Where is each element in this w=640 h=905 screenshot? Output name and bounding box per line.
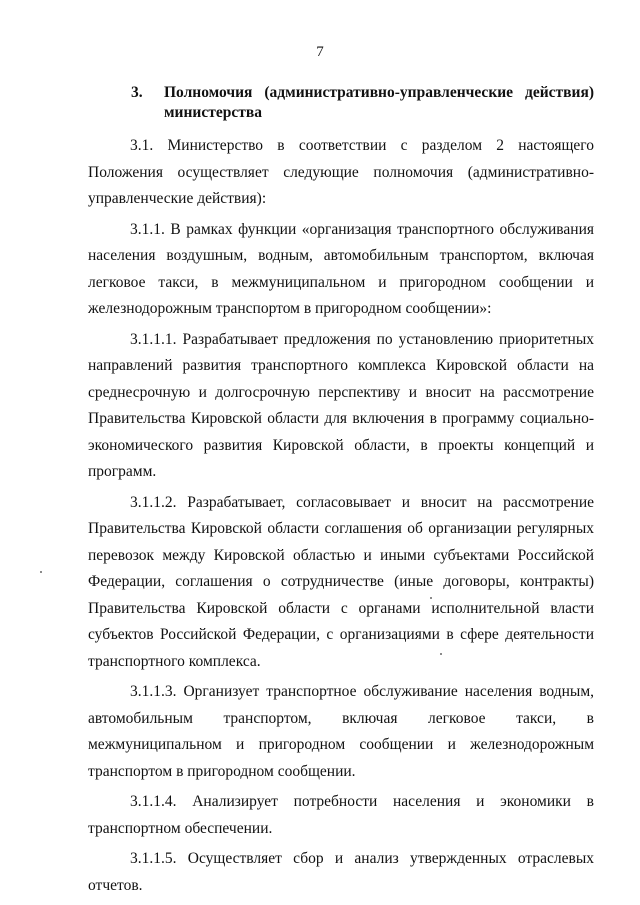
paragraph-3-1-1-4: 3.1.1.4. Анализирует потребности населения и экономики в транспортном обеспечении. xyxy=(88,793,594,837)
paragraph-3-1-1: 3.1.1. В рамках функции «организация транспортного обслуживания населения воздушным, водным, автомобильным транспортом, включая легковое такси, в межмуниципальном и пригородном сообщении и железнодорожным транспортом в пригородном сообщении»: xyxy=(88,220,594,317)
paragraph-3-1-1-5: 3.1.1.5. Осуществляет сбор и анализ утвержденных отраслевых отчетов. xyxy=(88,850,594,894)
paragraph-3-1-1-1: 3.1.1.1. Разрабатывает предложения по установлению приоритетных направлений развития транспортного комплекса Кировской области на среднесрочную и долгосрочную перспективу и вносит на рассмотрение Правительства Кировской области для включения в программу социально-экономического развития Кировской области, в проекты концепций и программ. xyxy=(88,330,594,480)
document-body xyxy=(88,133,594,899)
section-number: 3. xyxy=(131,84,143,101)
section-title: Полномочия (административно-управленческие действия) министерства xyxy=(164,84,594,121)
page-number: 7 xyxy=(316,44,324,60)
paragraph-3-1-1-3: 3.1.1.3. Организует транспортное обслуживание населения водным, автомобильным транспортом, включая легковое такси, в межмуниципальном и пригородном сообщении и железнодорожным транспортом в пригородном сообщении. xyxy=(88,683,594,780)
scan-speck xyxy=(40,571,42,573)
scan-speck xyxy=(430,597,432,599)
scan-speck xyxy=(440,653,442,655)
paragraph-3-1-1-2: 3.1.1.2. Разрабатывает, согласовывает и вносит на рассмотрение Правительства Кировской области соглашения об организации регулярных перевозок между Кировской областью и иными субъектами Российской Федерации, соглашения о сотрудничестве (иные договоры, контракты) Правительства Кировской области с органами исполнительной власти субъектов Российской Федерации, с организациями в сфере деятельности транспортного комплекса. xyxy=(88,493,594,670)
paragraph-3-1: 3.1. Министерство в соответствии с разделом 2 настоящего Положения осуществляет следующие полномочия (административно-управленческие действия): xyxy=(88,137,594,207)
